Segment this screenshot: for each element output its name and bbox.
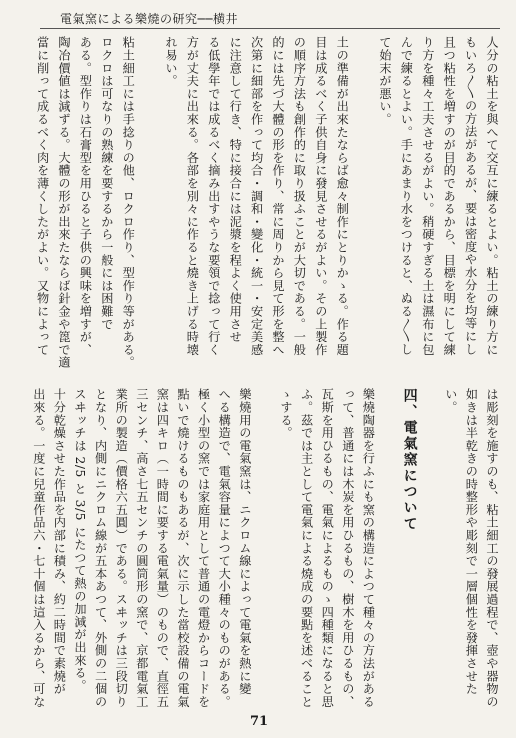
upper_columns-column: 次第に細部を作って均合・調和・變化・統一・安定美感	[249, 36, 264, 356]
lower_columns-column: 窯は四キロ（一時間に要する電氣量）のもので、直徑五	[155, 388, 170, 708]
lower_columns-column: 樂燒陶器を行ふにも窯の構造によつて種々の方法がある	[361, 388, 376, 708]
lower_columns-column: は彫刻を施すのも、粘土細工の發展過程で、壺や器物の	[485, 388, 499, 708]
upper_columns-column: 當に削って成るべく肉を薄くしたがよい。又物によって	[35, 36, 50, 356]
lower_columns-column: 點いで燒けるものもあるが、次に示した當校設備の電氣	[176, 388, 190, 708]
upper_columns-column: 土の準備が出來たならば愈々制作にとりかゝる。作る題	[335, 36, 350, 356]
upper-text-section	[26, 36, 500, 376]
lower-text-section	[26, 388, 500, 706]
header-rule	[40, 28, 500, 29]
upper_columns-column: 目は成るべく子供自身に發見させるがよい。その上製作	[313, 36, 328, 356]
upper_columns-column: んで練るとよい。手にあまり水をつけると、ぬる〳〵し	[399, 36, 414, 356]
lower_columns-column: 四、電氣窯について	[401, 388, 418, 532]
lower_columns-column: となり、内側にニクロム線が五本あつて、外側の二個の	[93, 388, 108, 708]
lower_columns-column: 三センチ、高さ七五センチの圓筒形の窯で、京都電氣工	[134, 388, 149, 708]
upper_columns-column: もいろ〳〵の方法があるが、要は密度や水分を均等にし	[463, 36, 478, 356]
upper_columns-column: る低學年では成るべく摘み出すやうな要領で捻って行く	[206, 36, 221, 356]
lower_columns-column: って、普通には木炭を用ひるもの、樹木を用ひるもの、	[340, 388, 355, 708]
lower_columns-column: 樂燒用の電氣窯は、ニクロム線によって電氣を熱に變	[237, 388, 252, 696]
upper_columns-column: 粘土細工には手捻りの他、ロクロ作り、型作り等がある。	[121, 36, 136, 369]
upper_columns-column: れ易い。	[164, 36, 178, 88]
lower_columns-column: スヰッチは 2/5 と 3/5 にたつて熱の加減が出來る。	[73, 388, 87, 692]
upper_columns-column: 且つ粘性を増すのが目的であるから、目標を明にして練	[442, 36, 457, 356]
lower_columns-column: ゝする。	[279, 388, 293, 440]
lower_columns-column: へる構造で、電氣容量によつて大小種々のものがある。	[217, 388, 232, 708]
lower_columns-column: 極く小型の窯では家庭用として普通の電燈からコードを	[196, 388, 211, 708]
upper_columns-column: り方を種々工夫させるがよい。稍硬すぎる土は濕布に包	[420, 36, 435, 356]
lower_columns-column: 出來る。一度に兒童作品六・七十個は這入るから、可な	[31, 388, 46, 708]
running-header: 電氣窯による樂燒の研究──横井	[60, 12, 238, 26]
lower_columns-column: 十分乾燥させた作品を内部に積み、約二時間で素燒が	[52, 388, 67, 696]
upper_columns-column: ある。型作りは石膏型を用ひると子供の興味を増すが、	[78, 36, 93, 356]
upper_columns-column: に注意して行き、特に接合には泥漿を程よく使用させ	[228, 36, 243, 344]
lower_columns-column: 瓦斯を用ひるもの、電氣によるものゝ四種類になると思	[320, 388, 335, 708]
lower_columns-column: ふ。茲では主として電氣による燒成の要點を述べること	[299, 388, 314, 708]
upper_columns-column: 人分の粘土を與へて交互に練るとよい。粘土の練り方に	[485, 36, 499, 356]
upper_columns-column: ロクロは可なりの熟練を要するから一般には困難で	[99, 36, 114, 331]
lower_columns-column: 業所の製造（價格六五圓）である。スヰッチは三段切り	[114, 388, 129, 708]
page-number: 71	[250, 714, 269, 729]
lower_columns-column: い。	[443, 388, 458, 414]
upper_columns-column: て始末が悪い。	[378, 36, 392, 126]
upper_columns-column: 的には先づ大體の形を作り、常に周りから見て形を整へ	[271, 36, 285, 356]
upper_columns-column: 陶冶價値は減ずる。大體の形が出來たならば針金や箆で適	[57, 36, 71, 369]
upper_columns-column: 方が丈夫に出來る。各部を別々に作ると燒き上げる時壊	[185, 36, 200, 356]
lower_columns-column: 如きは半乾きの時整形や彫刻で一層個性を發揮させた	[464, 388, 479, 696]
upper_columns-column: の順序方法も創作的に取り扱ふことが大切である。一般	[292, 36, 307, 356]
